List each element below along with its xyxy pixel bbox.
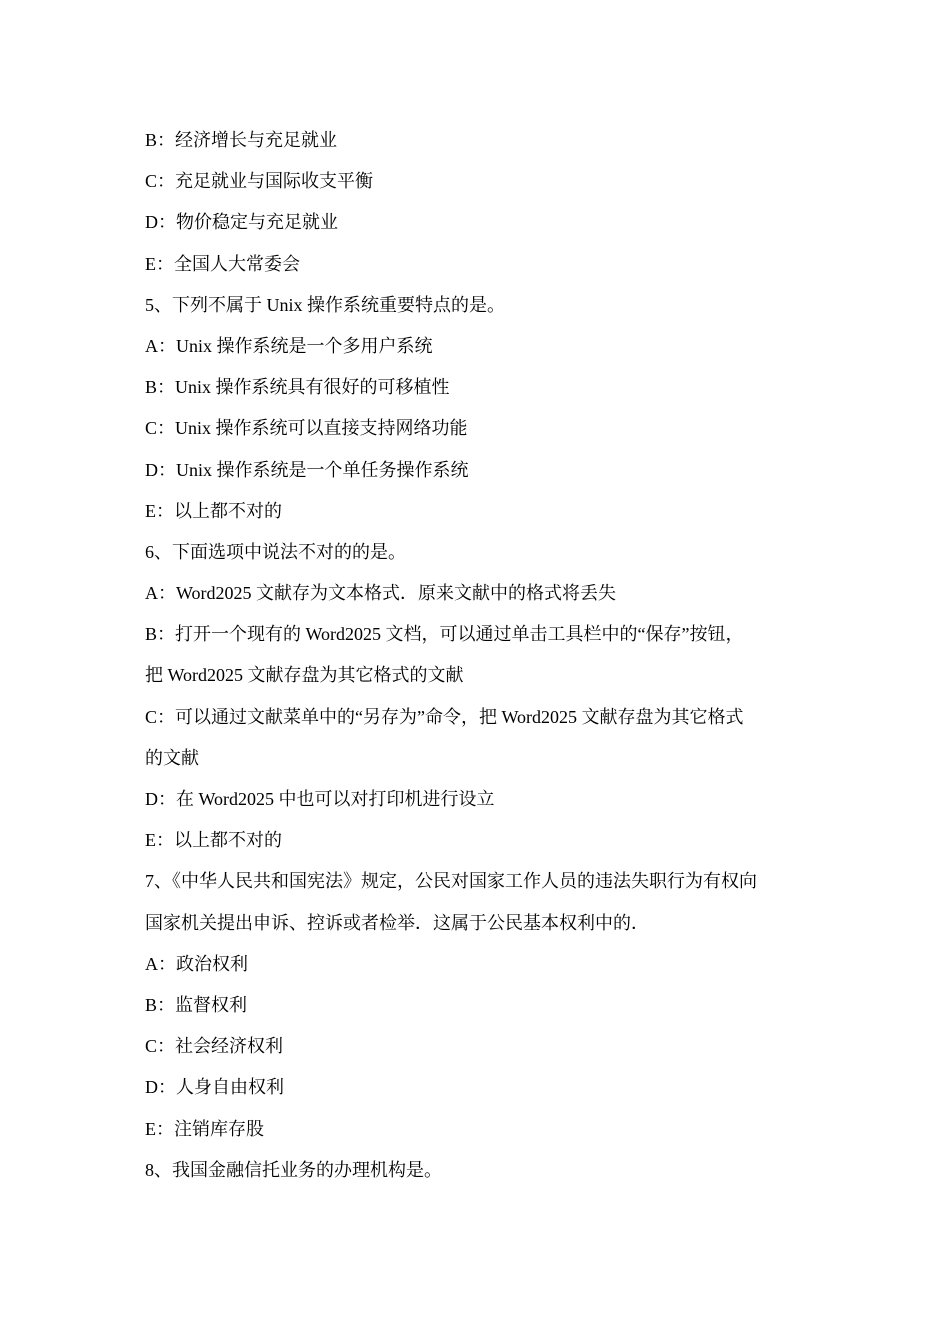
option-line: D：人身自由权利 <box>145 1077 284 1098</box>
option-line: A：Word2025 文献存为文本格式．原来文献中的格式将丢失 <box>145 583 617 604</box>
option-line: D：Unix 操作系统是一个单任务操作系统 <box>145 459 469 480</box>
question-line: 8、我国金融信托业务的办理机构是。 <box>145 1159 442 1180</box>
question-line: 5、下列不属于 Unix 操作系统重要特点的是。 <box>145 294 505 315</box>
option-line: B：打开一个现有的 Word2025 文档，可以通过单击工具栏中的“保存”按钮， <box>145 624 744 645</box>
question-line: 7、《中华人民共和国宪法》规定，公民对国家工作人员的违法失职行为有权向 <box>145 871 757 892</box>
option-line: E：全国人大常委会 <box>145 253 300 274</box>
option-line: B：监督权利 <box>145 994 248 1015</box>
question-line: 6、下面选项中说法不对的的是。 <box>145 541 406 562</box>
option-line: A：政治权利 <box>145 953 248 974</box>
question-line-continuation: 国家机关提出申诉、控诉或者检举．这属于公民基本权利中的． <box>145 912 649 933</box>
option-line: C：可以通过文献菜单中的“另存为”命令，把 Word2025 文献存盘为其它格式 <box>145 706 744 727</box>
option-line-continuation: 把 Word2025 文献存盘为其它格式的文献 <box>145 665 464 686</box>
option-line: E：以上都不对的 <box>145 830 282 851</box>
option-line: B：Unix 操作系统具有很好的可移植性 <box>145 377 450 398</box>
option-line: E：注销库存股 <box>145 1118 264 1139</box>
option-line: E：以上都不对的 <box>145 500 282 521</box>
option-line: B：经济增长与充足就业 <box>145 130 338 150</box>
option-line: C：社会经济权利 <box>145 1036 284 1057</box>
option-line: C：Unix 操作系统可以直接支持网络功能 <box>145 418 468 439</box>
option-line: C：充足就业与国际收支平衡 <box>145 171 374 192</box>
document-body <box>145 120 815 1191</box>
option-line: D：物价稳定与充足就业 <box>145 212 338 233</box>
option-line: A：Unix 操作系统是一个多用户系统 <box>145 335 433 356</box>
option-line: D：在 Word2025 中也可以对打印机进行设立 <box>145 789 495 809</box>
option-line-continuation: 的文献 <box>145 747 199 768</box>
